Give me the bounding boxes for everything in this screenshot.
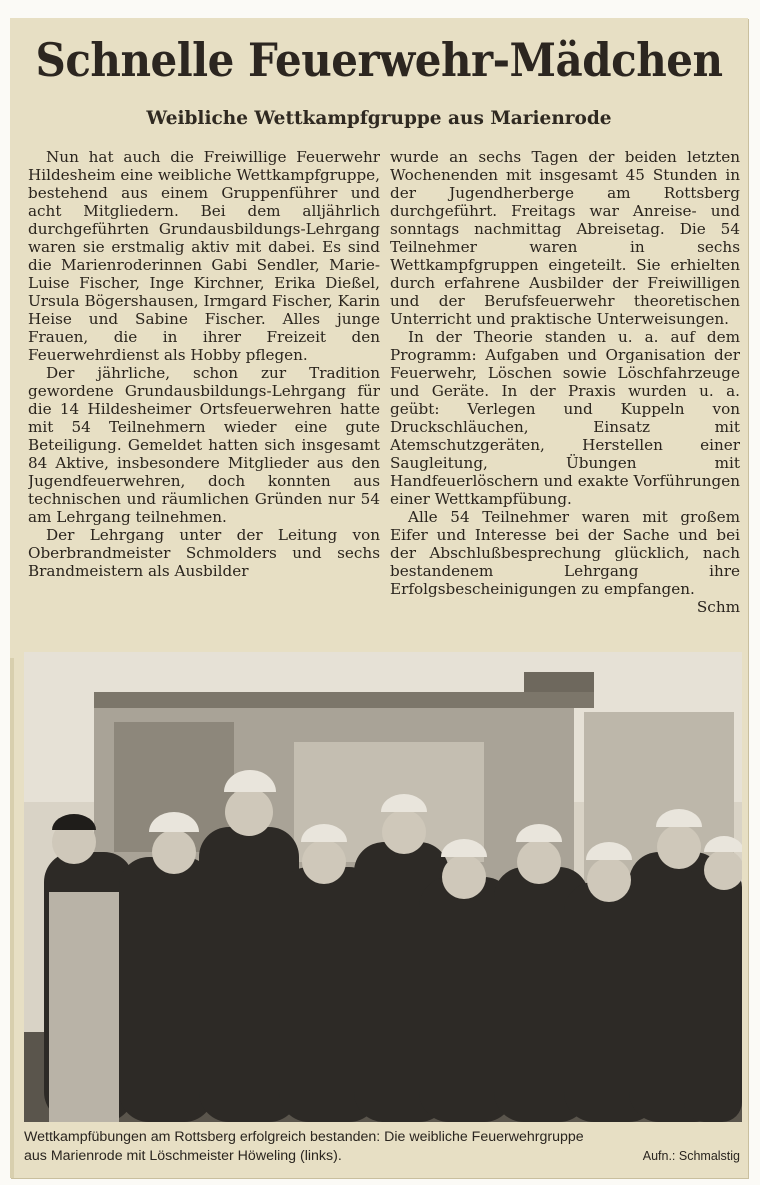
group-photo bbox=[24, 652, 742, 1122]
paragraph: In der Theorie standen u. a. auf dem Programm: Aufgaben und Organisation der Feuerwehr, Löschen sowie Löschfahrzeuge und Geräte. In der Praxis wurden u. a. geübt: Verlegen und Kuppeln von Druckschläuchen, Einsatz mit Atemschutzgeräten, Herstellen einer Saugleitung, Übungen mit Handfeuerlöschern und exakte Vorführungen einer Wettkampfübung. bbox=[390, 328, 740, 508]
article-column-right bbox=[390, 148, 740, 646]
paragraph: Nun hat auch die Freiwillige Feuerwehr Hildesheim eine weibliche Wettkampfgruppe, bestehend aus einem Gruppenführer und acht Mitgliedern. Bei dem alljährlich durchgeführten Grundausbildungs-Lehrgang waren sie erstmalig aktiv mit dabei. Es sind die Marienroderinnen Gabi Sendler, Marie-Luise Fischer, Inge Kirchner, Erika Dießel, Ursula Bögershausen, Irmgard Fischer, Karin Heise und Sabine Fischer. Alles junge Frauen, die in ihrer Freizeit den Feuerwehrdienst als Hobby pflegen. bbox=[28, 148, 380, 364]
group-photo-illustration bbox=[24, 652, 742, 1122]
subheadline: Weibliche Wettkampfgruppe aus Marienrode bbox=[146, 108, 612, 129]
author-signature: Schm bbox=[696, 598, 740, 616]
paragraph: Der jährliche, schon zur Tradition gewordene Grundausbildungs-Lehrgang für die 14 Hildesheimer Ortsfeuerwehren hatte mit 54 Teilnehmern wieder eine gute Beteiligung. Gemeldet hatten sich insgesamt 84 Aktive, insbesondere Mitglieder aus den Jugendfeuerwehren, doch konnten aus technischen und räumlichen Gründen nur 54 am Lehrgang teilnehmen. bbox=[28, 364, 380, 526]
photo-credit: Aufn.: Schmalstig bbox=[642, 1149, 740, 1163]
headline: Schnelle Feuerwehr-Mädchen bbox=[35, 34, 723, 87]
caption-line-1: Wettkampfübungen am Rottsberg erfolgreich bestanden: Die weibliche Feuerwehrgruppe bbox=[24, 1129, 584, 1145]
paragraph: Der Lehrgang unter der Leitung von Oberbrandmeister Schmolders und sechs Brandmeistern als Ausbilder bbox=[28, 526, 380, 580]
paragraph: Alle 54 Teilnehmer waren mit großem Eifer und Interesse bei der Sache und bei der Abschlußbesprechung glücklich, nach bestandenem Lehrgang ihre Erfolgsbescheinigungen zu empfangen. bbox=[390, 508, 740, 598]
clipping-edge bbox=[10, 658, 14, 1178]
article-column-left bbox=[28, 148, 380, 646]
photo-caption bbox=[24, 1128, 740, 1166]
caption-line-2: aus Marienrode mit Löschmeister Höweling (links). bbox=[24, 1148, 342, 1164]
paragraph-continuation: wurde an sechs Tagen der beiden letzten Wochenenden mit insgesamt 45 Stunden in der Jugendherberge am Rottsberg durchgeführt. Freitags war Anreise- und sonntags nachmittag Abreisetag. Die 54 Teilnehmer waren in sechs Wettkampfgruppen eingeteilt. Sie erhielten durch erfahrene Ausbilder der Freiwilligen und der Berufsfeuerwehr theoretischen Unterricht und praktische Unterweisungen. bbox=[390, 148, 740, 328]
